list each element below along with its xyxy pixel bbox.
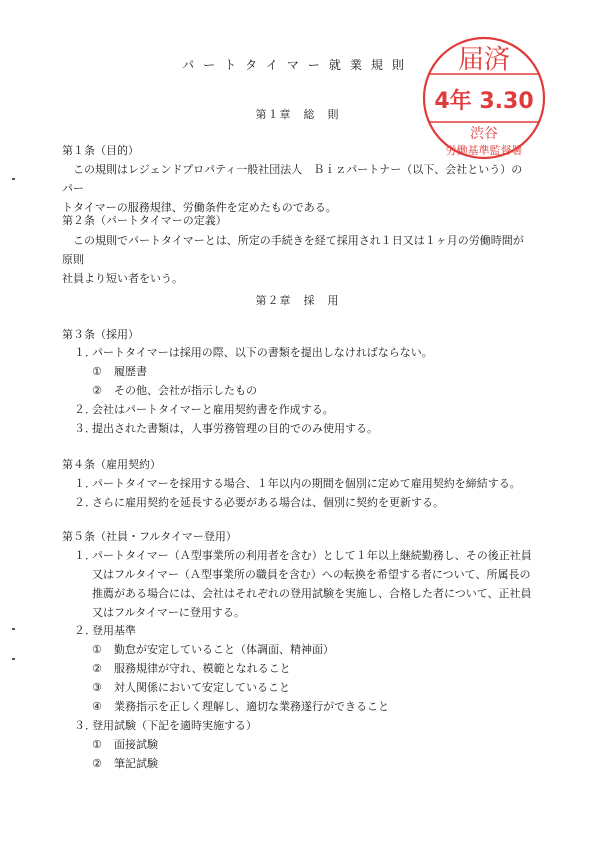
article-title: 第５条（社員・フルタイマー登用） (62, 530, 237, 543)
list-subitem (92, 754, 532, 773)
item-text: 登用基準 (92, 624, 136, 637)
item-number: １． (74, 477, 96, 490)
scan-mark (12, 628, 15, 630)
list-subitem (92, 381, 532, 400)
list-subitem (92, 735, 532, 754)
item-number: ① (92, 738, 102, 751)
scan-mark (12, 658, 15, 660)
item-number: ① (92, 643, 102, 656)
article-line: トタイマーの服務規律、労働条件を定めたものである。 (62, 201, 337, 214)
list-item (74, 493, 534, 512)
article-body (62, 231, 532, 288)
article-body (62, 160, 532, 217)
article-line: 社員より短い者をいう。 (62, 272, 183, 285)
item-text: 勤怠が安定していること（体調面、精神面） (114, 643, 334, 656)
list-item (74, 716, 534, 735)
item-text: さらに雇用契約を延長する必要がある場合は、個別に契約を更新する。 (92, 496, 444, 509)
item-number: １． (74, 549, 96, 562)
item-text: 対人関係において安定していること (114, 681, 290, 694)
item-number: ② (92, 757, 102, 770)
item-number: ④ (92, 700, 102, 713)
article-line: この規則でパートタイマーとは、所定の手続きを経て採用され１日又は１ヶ月の労働時間が原則 (62, 234, 524, 266)
stamp-date: 4年 3.30 (434, 89, 534, 114)
list-subitem (92, 697, 532, 716)
article-line: この規則はレジェンドプロパティ一般社団法人 Ｂｉｚパートナー（以下、会社という）のパー (62, 163, 523, 195)
item-number: ② (92, 384, 102, 397)
list-item (74, 419, 534, 438)
item-text: 服務規律が守れ、模範となれること (114, 662, 291, 675)
stamp-place: 渋谷 (470, 126, 498, 142)
item-number: ③ (92, 681, 102, 694)
item-text: 提出された書類は，人事労務管理の目的でのみ使用する。 (92, 422, 378, 435)
article-title: 第２条（パートタイマーの定義） (62, 214, 227, 227)
article-title: 第４条（雇用契約） (62, 458, 161, 471)
item-number: ① (92, 365, 102, 378)
item-text: パートタイマー（Ａ型事業所の利用者を含む）として１年以上継続勤務し、その後正社員又はフルタイマー（Ａ型事業所の職員を含む）への転換を希望する者について、所属長の推薦がある場合には、会社はそれぞれの登用試験を実施し、合格した者について、正社員又はフルタイマーに登用する。 (92, 549, 532, 619)
list-subitem (92, 362, 532, 381)
item-text: 面接試験 (114, 738, 158, 751)
item-text: 筆記試験 (114, 757, 158, 770)
scan-mark (12, 178, 15, 180)
item-text: その他、会社が指示したもの (114, 384, 257, 397)
item-text: パートタイマーを採用する場合、１年以内の期間を個別に定めて雇用契約を締結する。 (92, 477, 521, 490)
document-title: パートタイマー就業規則 (182, 58, 413, 72)
item-text: パートタイマーは採用の際、以下の書類を提出しなければならない。 (92, 346, 433, 359)
item-text: 会社はパートタイマーと雇用契約書を作成する。 (92, 403, 334, 416)
item-text: 登用試験（下記を適時実施する） (92, 719, 257, 732)
received-stamp (420, 34, 548, 162)
item-text: 業務指示を正しく理解し、適切な業務遂行ができること (114, 700, 389, 713)
stamp-label: 届済 (457, 45, 511, 75)
item-number: ３． (74, 422, 96, 435)
item-number: ２． (74, 624, 96, 637)
list-subitem (92, 659, 532, 678)
article-title: 第３条（採用） (62, 328, 139, 341)
item-number: １． (74, 346, 96, 359)
item-number: ２． (74, 403, 96, 416)
list-subitem (92, 640, 532, 659)
list-item (74, 474, 534, 493)
item-text: 履歴書 (114, 365, 147, 378)
article-title: 第１条（目的） (62, 144, 139, 157)
stamp-office: 労働基準監督署 (445, 144, 523, 157)
list-subitem (92, 678, 532, 697)
list-item (74, 621, 534, 640)
item-number: ② (92, 662, 102, 675)
chapter-heading: 第１章 総 則 (255, 108, 340, 121)
item-number: ３． (74, 719, 96, 732)
list-item (74, 343, 534, 362)
list-item (74, 546, 534, 622)
list-item (74, 400, 534, 419)
item-number: ２． (74, 496, 96, 509)
chapter-heading: 第２章 採 用 (255, 294, 340, 307)
